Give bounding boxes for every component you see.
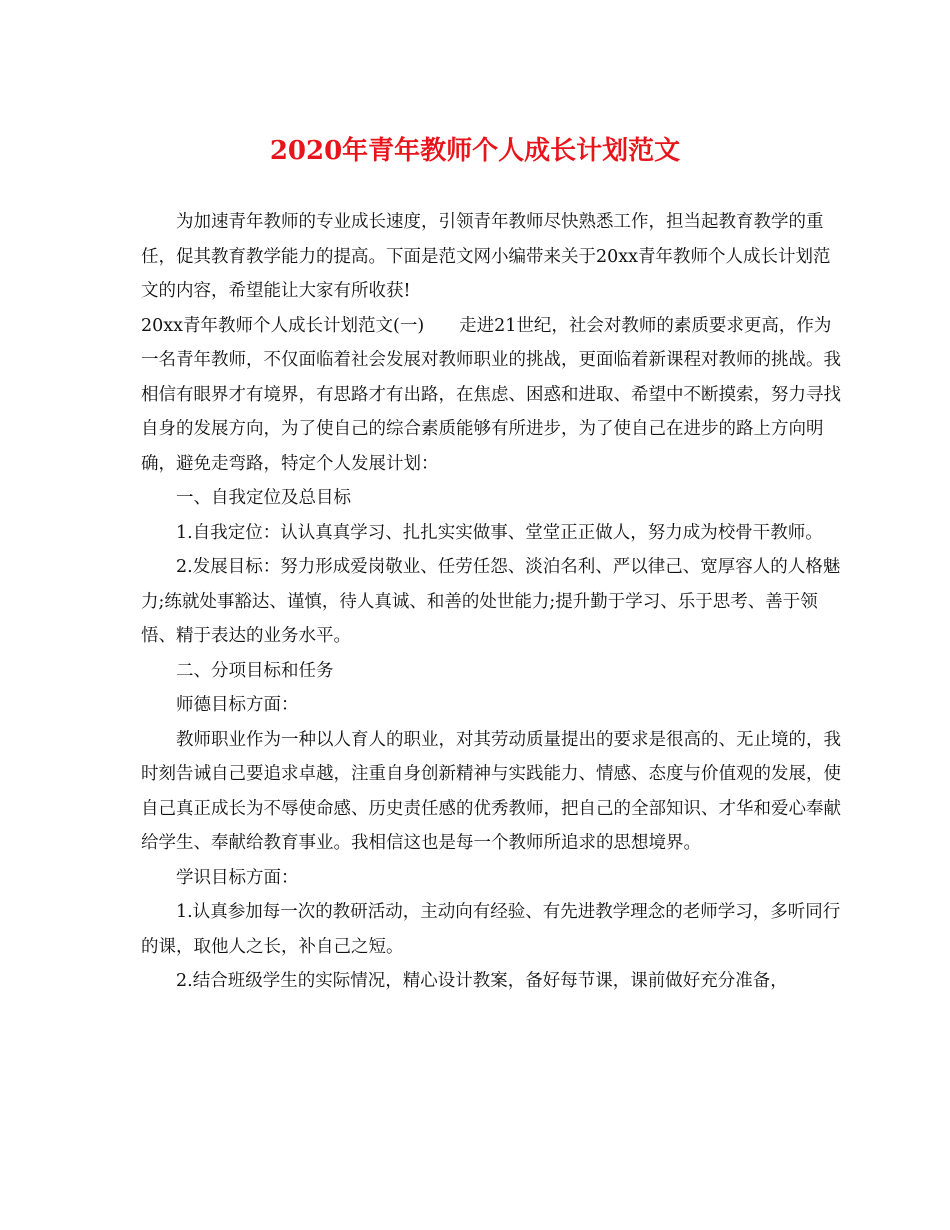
intro-paragraph: 为加速青年教师的专业成长速度，引领青年教师尽快熟悉工作，担当起教育教学的重任，促其教育教学能力的提高。下面是范文网小编带来关于20xx青年教师个人成长计划范文的内容，希望能让大家有所收获! [141, 212, 831, 301]
heading-self-positioning: 一、自我定位及总目标 [176, 488, 351, 508]
self-positioning-paragraph: 1.自我定位：认认真真学习、扎扎实实做事、堂堂正正做人，努力成为校骨干教师。 [176, 522, 823, 543]
development-goal-paragraph: 2.发展目标：努力形成爱岗敬业、任劳任怨、淡泊名利、严以律己、宽厚容人的人格魅力;练就处事豁达、谨慎，待人真诚、和善的处世能力;提升勤于学习、乐于思考、善于领悟、精于表达的业务水平。 [141, 557, 841, 646]
heading-knowledge-goals: 学识目标方面： [176, 867, 299, 888]
section-one-paragraph: 20xx青年教师个人成长计划范文(一) 走进21世纪，社会对教师的素质要求更高，作为一名青年教师，不仅面临着社会发展对教师职业的挑战，更面临着新课程对教师的挑战。我相信有眼界才有境界，有思路才有出路，在焦虑、困惑和进取、希望中不断摸索，努力寻找自身的发展方向，为了使自己的综合素质能够有所进步，为了使自己在进步的路上方向明确，避免走弯路，特定个人发展计划： [141, 315, 841, 474]
heading-ethics-goals: 师德目标方面： [176, 695, 299, 715]
heading-sub-goals: 二、分项目标和任务 [176, 660, 334, 681]
ethics-paragraph: 教师职业作为一种以人育人的职业，对其劳动质量提出的要求是很高的、无止境的，我时刻告诫自己要追求卓越，注重自身创新精神与实践能力、情感、态度与价值观的发展，使自己真正成长为不辱使命感、历史责任感的优秀教师，把自己的全部知识、才华和爱心奉献给学生、奉献给教育事业。我相信这也是每一个教师所追求的思想境界。 [141, 729, 841, 853]
knowledge-item-1: 1.认真参加每一次的教研活动，主动向有经验、有先进教学理念的老师学习，多听同行的课，取他人之长，补自己之短。 [141, 902, 841, 957]
document-body [141, 205, 841, 999]
knowledge-item-2: 2.结合班级学生的实际情况，精心设计教案，备好每节课，课前做好充分准备， [176, 971, 788, 991]
document-title: 2020年青年教师个人成长计划范文 [269, 136, 681, 166]
